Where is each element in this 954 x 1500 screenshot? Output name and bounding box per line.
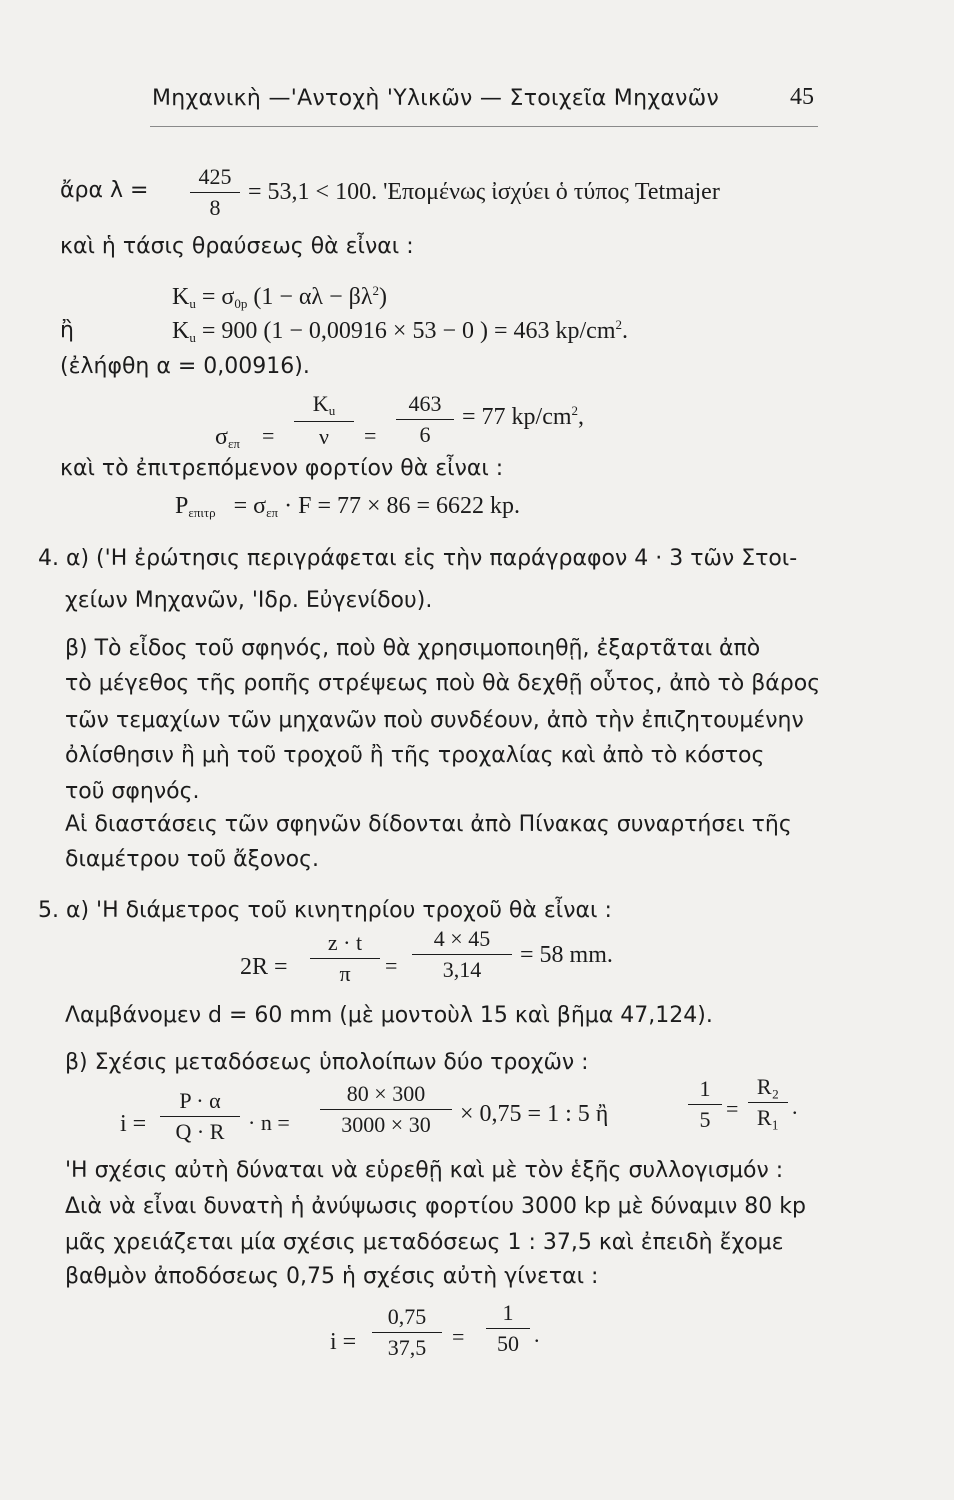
body-line: καὶ τὸ ἐπιτρεπόμενον φορτίον θὰ εἶναι : [60,456,504,481]
body-line: Αἱ διαστάσεις τῶν σφηνῶν δίδονται ἀπὸ Πίνακας συναρτήσει τῆς [65,812,792,837]
equals-sign: = [726,1096,739,1121]
sigma-symbol: $\sigma_{\varepsilon\pi}$ [215,424,240,451]
ratio-middle: × 0,75 = 1 : 5 ἢ [460,1101,609,1127]
fraction-numerator: 425 [198,164,232,189]
body-line: β) Σχέσις μεταδόσεως ὑπολοίπων δύο τροχῶν : [65,1050,589,1075]
running-header: Μηχανικὴ —'Αντοχὴ 'Υλικῶν — Στοιχεῖα Μηχανῶν [152,86,720,111]
1-over-50-fraction [486,1302,530,1355]
times-n: · n = [248,1110,290,1135]
fraction-denominator: 6 [419,422,431,447]
body-line: (ἐλήφθη α = 0,00916). [60,354,310,379]
body-line: τοῦ σφηνός. [65,779,200,804]
fraction-numerator: 1 [502,1300,514,1325]
body-line: 'Η σχέσις αὐτὴ δύναται νὰ εὑρεθῇ καὶ μὲ τὸν ἑξῆς συλλογισμόν : [65,1158,784,1183]
fraction-numerator: $K_u$ [312,391,336,418]
body-line: χείων Μηχανῶν, 'Ιδρ. Εὐγενίδου). [65,588,433,613]
zt-over-pi-fraction [310,932,380,985]
ratio-label: i = [120,1111,147,1137]
ratio-label: i = [330,1329,357,1355]
lambda-result: = 53,1 < 100. 'Επομένως ἰσχύει ὁ τύπος Tetmajer [248,179,720,205]
eta-conjunction: ἢ [60,318,74,343]
80x300-over-3000x30-fraction [320,1083,452,1136]
equals-sign: = [452,1324,465,1349]
body-line: διαμέτρου τοῦ ἄξονος. [65,847,319,872]
fraction-numerator: z · t [327,930,363,955]
lambda-prefix: ἄρα λ = [60,178,149,203]
fraction-numerator: 1 [699,1076,711,1101]
body-line: Διὰ νὰ εἶναι δυνατὴ ἡ ἀνύψωσις φορτίου 3000 kp μὲ δύναμιν 80 kp [65,1194,806,1219]
ku-calculation: $K_u = 900$ (1 − 0,00916 × 53 − 0 ) = 463 $kp/cm^2$. [172,317,628,345]
page-number: 45 [790,84,814,110]
period: . [792,1094,798,1119]
body-line: καὶ ἡ τάσις θραύσεως θὰ εἶναι : [60,234,414,259]
body-line: τῶν τεμαχίων τῶν μηχανῶν ποὺ συνδέουν, ἀπὸ τὴν ἐπιζητουμένην [65,708,804,733]
body-line: β) Τὸ εἶδος τοῦ σφηνός, ποὺ θὰ χρησιμοποιηθῇ, ἐξαρτᾶται ἀπὸ [65,636,761,661]
R2-over-R1-fraction [748,1076,788,1129]
body-line: μᾶς χρειάζεται μία σχέσις μεταδόσεως 1 : 37,5 καὶ ἐπειδὴ ἔχομε [65,1230,784,1255]
fraction-denominator: 3000 × 30 [341,1112,431,1137]
0.75-over-37.5-fraction [372,1306,442,1359]
header-divider [150,126,818,127]
body-line: βαθμὸν ἀποδόσεως 0,75 ἡ σχέσις αὐτὴ γίνεται : [65,1264,599,1289]
diameter-result: = 58 mm. [520,942,613,968]
equals-sign: = [262,423,275,448]
fraction-denominator: R₁ [756,1105,780,1130]
fraction-denominator: 8 [209,195,221,220]
fraction-numerator: 80 × 300 [346,1081,426,1106]
fraction-denominator: ν [319,424,329,449]
463-over-6-fraction [396,393,454,446]
fraction-denominator: 5 [699,1107,711,1132]
fraction-denominator: Q · R [175,1119,225,1144]
4x45-over-3.14-fraction [412,928,512,981]
fraction-numerator: 0,75 [387,1304,427,1329]
fraction-numerator: 4 × 45 [433,926,491,951]
body-line: τὸ μέγεθος τῆς ροπῆς στρέψεως ποὺ θὰ δεχθῇ οὗτος, ἀπὸ τὸ βάρος [65,671,821,696]
ku-over-nu-fraction [294,393,354,448]
body-line: 5. α) 'Η διάμετρος τοῦ κινητηρίου τροχοῦ θὰ εἶναι : [38,898,612,923]
tetmajer-formula: $K_u = \sigma_{0p}$ $(1 - \alpha\lambda - \beta\lambda^2)$ [172,283,387,311]
fraction-numerator: 463 [408,391,442,416]
fraction-denominator: 3,14 [442,957,482,982]
diameter-label: 2R = [240,954,288,980]
fraction-denominator: 37,5 [387,1335,427,1360]
Pa-over-QR-fraction [160,1090,240,1143]
body-line: Λαμβάνομεν d = 60 mm (μὲ μοντοὺλ 15 καὶ βῆμα 47,124). [65,1003,713,1028]
fraction-numerator: R₂ [756,1074,780,1099]
equals-sign: = [364,423,377,448]
body-line: 4. α) ('Η ἐρώτησις περιγράφεται εἰς τὴν παράγραφον 4 · 3 τῶν Στοι- [38,546,798,571]
1-over-5-fraction [688,1078,722,1131]
fraction-numerator: P · α [179,1088,221,1113]
equals-sign: = [385,953,398,978]
lambda-fraction [190,166,240,219]
period: . [534,1322,540,1347]
fraction-denominator: π [339,961,351,986]
body-line: ὀλίσθησιν ἢ μὴ τοῦ τροχοῦ ἢ τῆς τροχαλίας καὶ ἀπὸ τὸ κόστος [65,743,765,768]
allowable-stress-result: = 77 $kp/cm^2$, [462,403,585,430]
allowable-load-formula: $P_{\varepsilon\pi\iota\tau\rho} = \sigma_{\varepsilon\pi} \cdot F = 77 \times 86 = 6622$ kp. [175,493,521,520]
fraction-denominator: 50 [497,1331,519,1356]
